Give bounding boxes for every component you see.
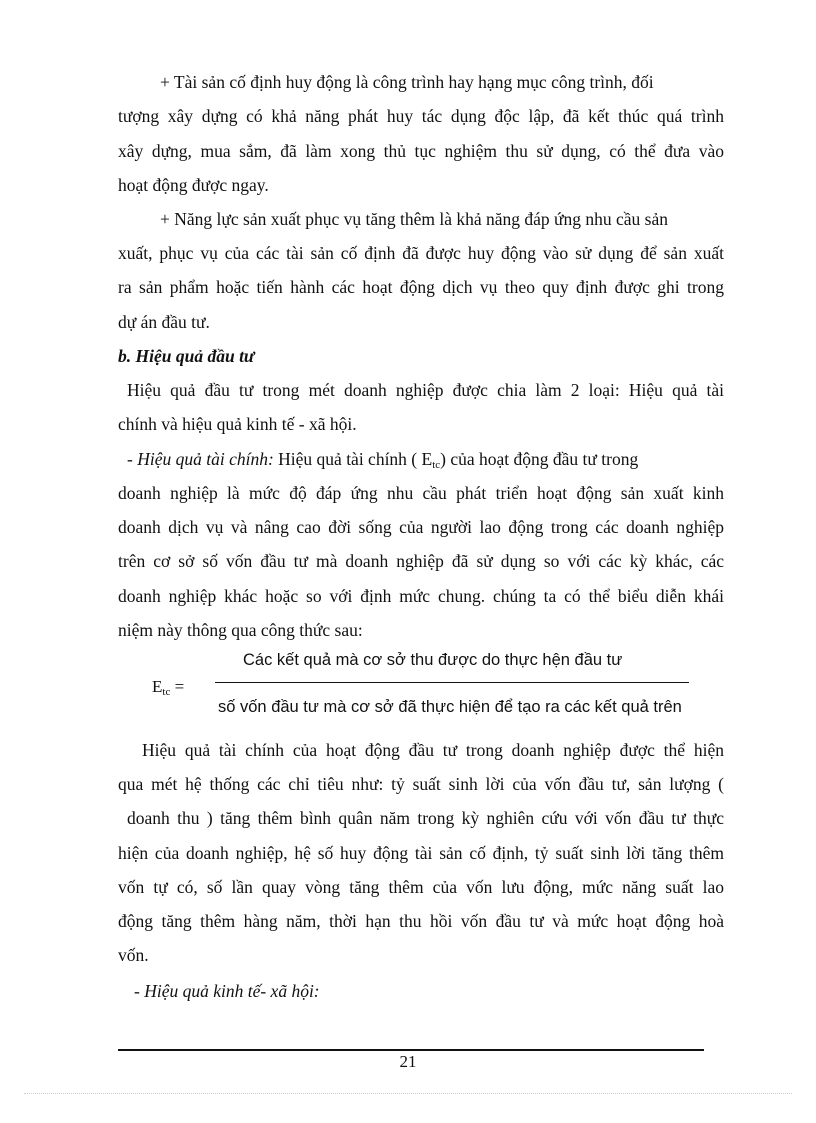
paragraph-4-line-2: doanh nghiệp là mức độ đáp ứng nhu cầu phát triển hoạt động sản xuất kinh: [118, 483, 724, 503]
page-number: 21: [399, 1052, 417, 1071]
formula-equals: =: [170, 677, 185, 696]
paragraph-5-line-5: vốn tự có, số lần quay vòng tăng thêm của vốn lưu động, mức năng suất lao: [118, 877, 724, 897]
paragraph-2-line-4: dự án đầu tư.: [118, 312, 210, 332]
bullet-dash: -: [127, 449, 133, 469]
paragraph-2-line-2: xuất, phục vụ của các tài sản cố định đã được huy động vào sử dụng để sản xuất: [118, 243, 724, 263]
paragraph-5-line-2: qua mét hệ thống các chỉ tiêu như: tỷ suất sinh lời của vốn đầu tư, sản lượng (: [118, 774, 724, 794]
paragraph-6-heading: - Hiệu quả kinh tế- xã hội:: [134, 981, 320, 1001]
paragraph-5-line-7: vốn.: [118, 945, 149, 965]
paragraph-2-line-1: + Năng lực sản xuất phục vụ tăng thêm là khả năng đáp ứng nhu cầu sản: [160, 209, 669, 229]
footer-rule: [118, 1049, 704, 1051]
formula-denominator: số vốn đầu tư mà cơ sở đã thực hiện để tạo ra các kết quả trên: [218, 698, 682, 716]
paragraph-4-line-5: doanh nghiệp khác hoặc so với định mức chung. chúng ta có thể biểu diễn khái: [118, 586, 724, 606]
paragraph-1-line-3: xây dựng, mua sắm, đã làm xong thủ tục nghiệm thu sử dụng, có thể đưa vào: [118, 141, 724, 161]
paragraph-5-line-6: động tăng thêm hàng năm, thời hạn thu hồi vốn đầu tư và mức hoạt động hoà: [118, 911, 724, 931]
section-heading: b. Hiệu quả đầu tư: [118, 346, 255, 366]
paragraph-1-line-1: + Tài sản cố định huy động là công trình hay hạng mục công trình, đối: [160, 72, 654, 92]
paragraph-4-line-1: [127, 448, 724, 470]
paragraph-4-text-a: Hiệu quả tài chính ( E: [273, 449, 433, 469]
formula-numerator: Các kết quả mà cơ sở thu được do thực hện đầu tư: [243, 651, 623, 669]
paragraph-1-line-2: tượng xây dựng có khả năng phát huy tác dụng độc lập, đã kết thúc quá trình: [118, 106, 724, 126]
formula-lhs: [152, 677, 184, 697]
page-border-dotted: [24, 1093, 792, 1094]
paragraph-4-text-b: ) của hoạt động đầu tư trong: [440, 449, 639, 469]
formula-lhs-symbol: E: [152, 677, 163, 696]
fraction-bar: [215, 682, 689, 683]
paragraph-4-line-6: niệm này thông qua công thức sau:: [118, 620, 363, 640]
paragraph-5-line-4: hiện của doanh nghiệp, hệ số huy động tài sản cố định, tỷ suất sinh lời tăng thêm: [118, 843, 724, 863]
paragraph-4-lead: [127, 448, 638, 470]
paragraph-4-line-4: trên cơ sở số vốn đầu tư mà doanh nghiệp đã sử dụng so với các kỳ khác, các: [118, 551, 724, 571]
paragraph-3-line-2: chính và hiệu quả kinh tế - xã hội.: [118, 414, 357, 434]
paragraph-1-line-4: hoạt động được ngay.: [118, 175, 269, 195]
paragraph-5-line-3: doanh thu ) tăng thêm bình quân năm trong kỳ nghiên cứu với vốn đầu tư thực: [127, 808, 724, 828]
etc-subscript: tc: [432, 459, 441, 471]
formula-lhs-subscript: tc: [162, 686, 171, 698]
paragraph-5-line-1: Hiệu quả tài chính của hoạt động đầu tư trong doanh nghiệp được thể hiện: [142, 740, 724, 760]
term-financial-efficiency: Hiệu quả tài chính:: [137, 449, 274, 469]
paragraph-3-line-1: Hiệu quả đầu tư trong mét doanh nghiệp được chia làm 2 loại: Hiệu quả tài: [127, 380, 724, 400]
paragraph-4-line-3: doanh dịch vụ và nâng cao đời sống của người lao động trong các doanh nghiệp: [118, 517, 724, 537]
paragraph-2-line-3: ra sản phẩm hoặc tiến hành các hoạt động dịch vụ theo quy định được ghi trong: [118, 277, 724, 297]
